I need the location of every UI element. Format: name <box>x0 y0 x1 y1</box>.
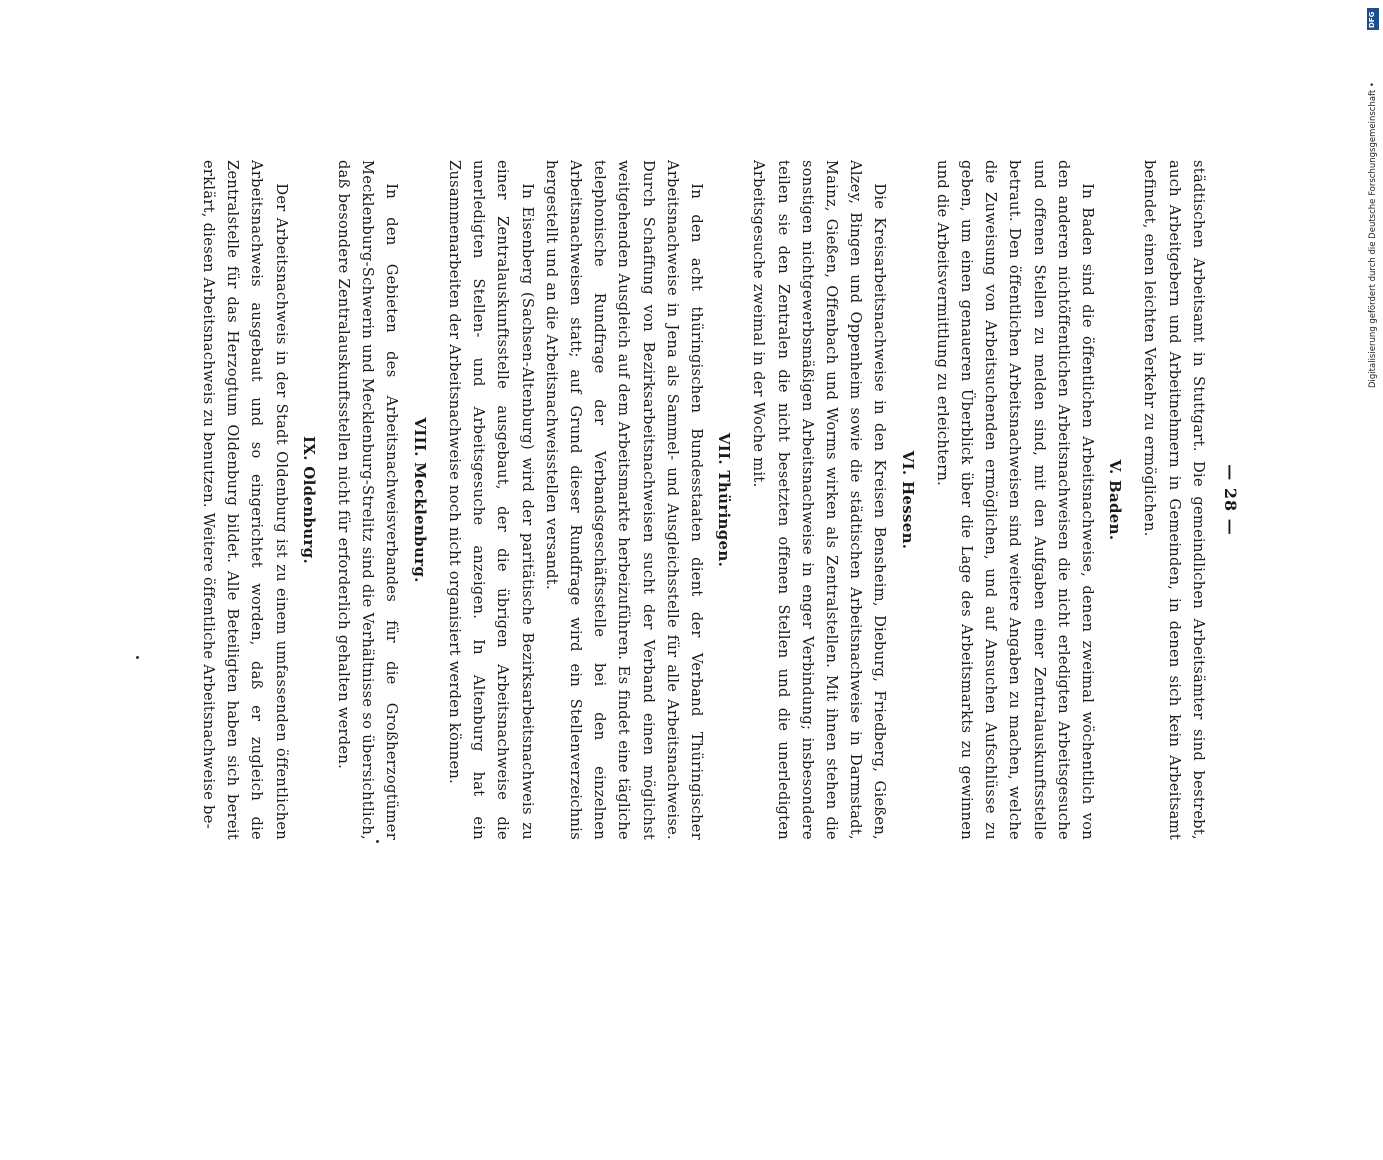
section-hessen <box>746 160 919 840</box>
section-paragraph: Der Arbeitsnachweis in der Stadt Oldenburg ist zu einem umfassenden öffentlichen Arbeitsnachweis ausgebaut und so eingerichtet worden, daß er zugleich die Zentralstelle für das Herzogtum Oldenburg bildet. Alle Beteiligten haben sich bereit erklärt, diesen Arbeitsnachweis zu benutzen. Weitere öffentliche Arbeitsnachweise be- <box>200 160 290 840</box>
digitization-credit <box>1366 8 1380 388</box>
section-thueringen <box>442 160 736 840</box>
section-paragraph: In den acht thüringischen Bundesstaaten dient der Verband Thüringischer Arbeitsnachweise in Jena als Sammel- und Ausgleichsstelle für alle Arbeitsnachweise. Durch Schaffung von Bezirksarbeitsnachweisen sucht der Verband einen möglichst weitgehenden Ausgleich auf dem Arbeitsmarkte herbeizuführen. Es findet eine tägliche telephonische Rundfrage der Verbandsgeschäftsstelle bei den einzelnen Arbeitsnachweisen statt; auf Grund dieser Rundfrage wird ein Stellenverzeichnis hergestellt und an die Arbeitsnachweisstellen versandt. <box>542 160 705 840</box>
section-heading: IX. Oldenburg. <box>299 435 318 564</box>
section-heading: VIII. Mecklenburg. <box>410 417 429 583</box>
scan-speck <box>136 656 139 659</box>
section-paragraph: In den Gebieten des Arbeitsnachweisverbandes für die Großherzogtümer Mecklenburg-Schwerin und Mecklenburg-Strelitz sind die Verhältnisse so übersichtlich, daß besondere Zentralauskunftsstellen nicht für erforderlich gehalten werden. <box>335 160 401 840</box>
rotated-page <box>142 160 1242 1160</box>
intro-paragraph: städtischen Arbeitsamt in Stuttgart. Die gemeindlichen Arbeitsämter sind bestrebt, auch Arbeitgebern und Arbeitnehmern in Gemeinden, in denen sich kein Arbeitsamt befindet, einen leichten Verkehr zu ermöglichen. <box>1141 160 1207 840</box>
section-paragraph: Die Kreisarbeitsnachweise in den Kreisen Bensheim, Dieburg, Friedberg, Gießen, Alzey, Bingen und Oppenheim sowie die städtischen Arbeitsnachweise in Darmstadt, Mainz, Gießen, Offenbach und Worms wirken als Zentralstellen. Mit ihnen stehen die sonstigen nichtgewerbsmäßigen Arbeitsnachweise in enger Verbindung; insbesondere teilen sie den Zentralen die nicht besetzten offenen Stellen und die unerledigten Arbeitsgesuche zweimal in der Woche mit. <box>750 160 889 840</box>
section-paragraph: In Eisenberg (Sachsen-Altenburg) wird der paritätische Bezirksarbeitsnachweis zu einer Zentralauskunftsstelle ausgebaut, der die übrigen Arbeitsnachweise die unerledigten Stellen- und Arbeitsgesuche anzeigen. In Altenburg hat ein Zusammenarbeiten der Arbeitsnachweise noch nicht organisiert werden können. <box>445 160 536 840</box>
credit-text: Digitalisierung gefördert durch die Deutsche Forschungsgemeinschaft • <box>1368 82 1378 388</box>
section-heading: VII. Thüringen. <box>715 432 734 568</box>
section-baden <box>930 160 1128 840</box>
section-heading: VI. Hessen. <box>898 450 917 550</box>
section-heading: V. Baden. <box>1106 459 1125 541</box>
section-mecklenburg <box>331 160 432 840</box>
page-number: — 28 — <box>1221 464 1240 536</box>
section-oldenburg <box>196 160 321 840</box>
dfg-logo-text: DFG <box>1368 11 1376 28</box>
section-paragraph: In Baden sind die öffentlichen Arbeitsnachweise, denen zweimal wöchentlich von den anderen nichtöffentlichen Arbeitsnachweisen die nicht erledigten Arbeitsgesuche und offenen Stellen zu melden sind, mit den Aufgaben einer Zentralauskunftsstelle betraut. Den öffentlichen Arbeitsnachweisen sind weitere Angaben zu machen, welche die Zuweisung von Arbeitsuchenden ermöglichen, und auf Ansuchen Aufschlüsse zu geben, um einen genaueren Überblick über die Lage des Arbeitsmarkts zu gewinnen und die Arbeitsvermittlung zu erleichtern. <box>933 160 1096 840</box>
scan-speck <box>376 840 379 843</box>
page-text-block <box>196 160 1242 840</box>
